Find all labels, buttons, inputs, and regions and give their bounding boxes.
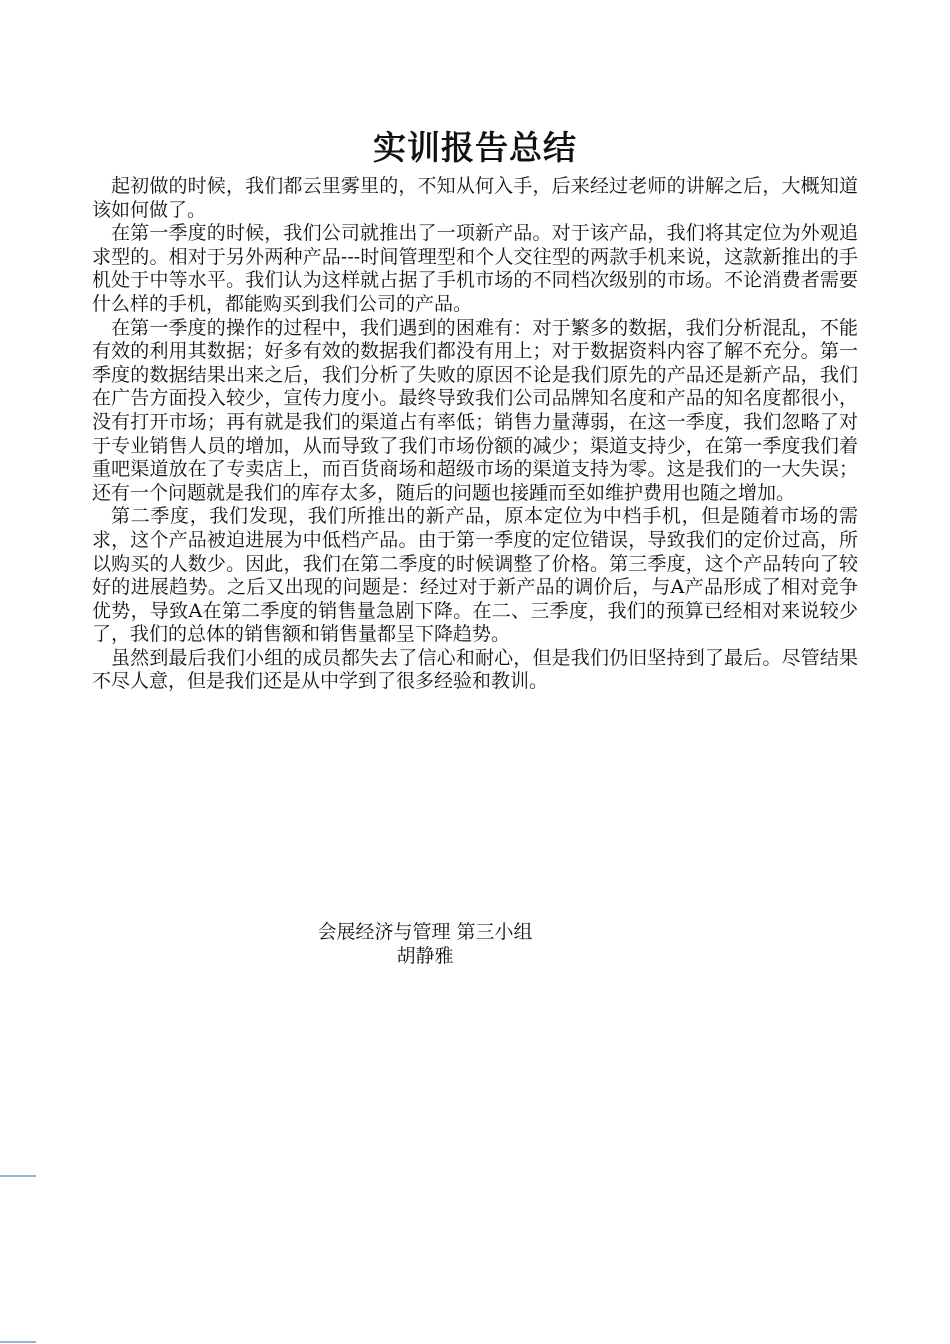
paragraph-q1-difficulties: 在第一季度的操作的过程中，我们遇到的困难有：对于繁多的数据，我们分析混乱，不能有效的利用其数据；好多有效的数据我们都没有用上；对于数据资料内容了解不充分。第一季度的数据结果出来之后，我们分析了失败的原因不论是我们原先的产品还是新产品，我们在广告方面投入较少，宣传力度小。最终导致我们公司品牌知名度和产品的知名度都很小，没有打开市场；再有就是我们的渠道占有率低；销售力量薄弱，在这一季度，我们忽略了对于专业销售人员的增加，从而导致了我们市场份额的减少；渠道支持少，在第一季度我们着重吧渠道放在了专卖店上，而百货商场和超级市场的渠道支持为零。这是我们的一大失误；还有一个问题就是我们的库存太多，随后的问题也接踵而至如维护费用也随之增加。	[92, 316, 858, 504]
margin-rule-top	[0, 1175, 36, 1177]
signature-group: 会展经济与管理 第三小组	[317, 921, 533, 943]
document-title: 实训报告总结	[373, 128, 577, 167]
paragraph-conclusion: 虽然到最后我们小组的成员都失去了信心和耐心，但是我们仍旧坚持到了最后。尽管结果不尽人意，但是我们还是从中学到了很多经验和教训。	[92, 646, 858, 693]
paragraph-q2-q3: 第二季度，我们发现，我们所推出的新产品，原本定位为中档手机，但是随着市场的需求，这个产品被迫进展为中低档产品。由于第一季度的定位错误，导致我们的定价过高，所以购买的人数少。因此，我们在第二季度的时候调整了价格。第三季度，这个产品转向了较好的进展趋势。之后又出现的问题是：经过对于新产品的调价后，与A产品形成了相对竞争优势，导致A在第二季度的销售量急剧下降。在二、三季度，我们的预算已经相对来说较少了，我们的总体的销售额和销售量都呈下降趋势。	[92, 505, 858, 646]
margin-rule-bottom	[0, 1341, 36, 1343]
paragraph-q1-product: 在第一季度的时候，我们公司就推出了一项新产品。对于该产品，我们将其定位为外观追求型的。相对于另外两种产品---时间管理型和个人交往型的两款手机来说，这款新推出的手机处于中等水平。我们认为这样就占据了手机市场的不同档次级别的市场。不论消费者需要什么样的手机，都能购买到我们公司的产品。	[92, 222, 858, 315]
document-body	[92, 175, 858, 694]
signature-author: 胡静雅	[396, 945, 454, 967]
paragraph-intro: 起初做的时候，我们都云里雾里的，不知从何入手，后来经过老师的讲解之后，大概知道该如何做了。	[92, 175, 858, 221]
signature-block	[0, 920, 850, 968]
